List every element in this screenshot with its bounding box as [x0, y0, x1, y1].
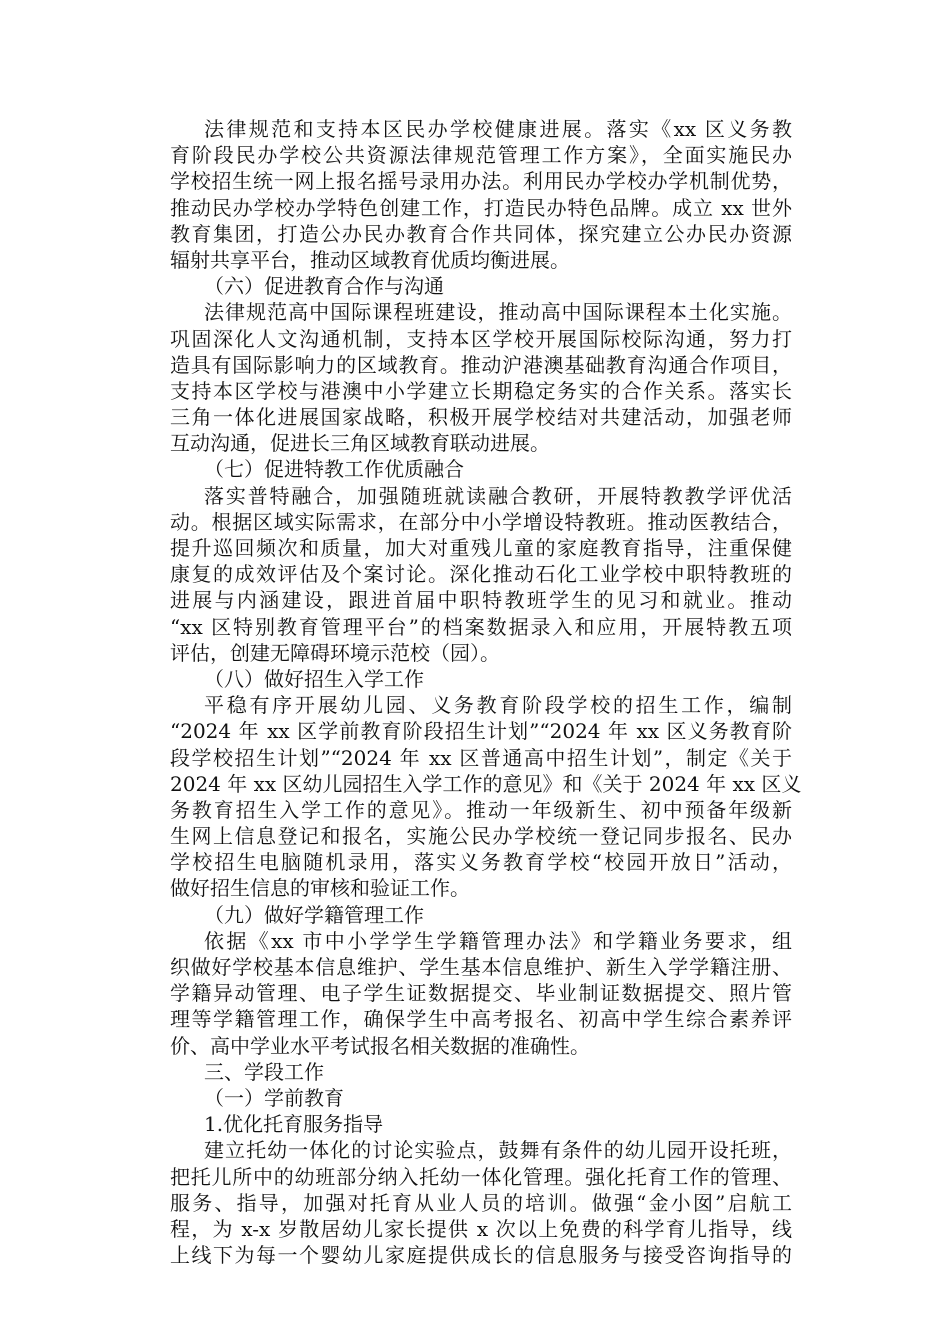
body-text-line: 理等学籍管理工作，确保学生中高考报名、初高中学生综合素养评	[170, 1007, 792, 1032]
section-heading: 1.优化托育服务指导	[204, 1112, 384, 1137]
body-text-line: 康复的成效评估及个案讨论。深化推动石化工业学校中职特教班的	[170, 562, 792, 587]
paragraph-first-line: 法律规范和支持本区民办学校健康进展。落实《xx 区义务教	[204, 117, 792, 141]
paragraph-first-line: 建立托幼一体化的讨论实验点，鼓舞有条件的幼儿园开设托班，	[204, 1138, 792, 1163]
body-text-line: 提升巡回频次和质量，加大对重残儿童的家庭教育指导，注重保健	[170, 536, 792, 560]
body-text-line: 织做好学校基本信息维护、学生基本信息维护、新生入学学籍注册、	[170, 955, 792, 979]
section-heading: 三、学段工作	[204, 1059, 324, 1084]
body-text-line: 程，为 x-x 岁散居幼儿家长提供 x 次以上免费的科学育儿指导，线	[170, 1216, 792, 1241]
paragraph-first-line: 落实普特融合，加强随班就读融合教研，开展特教教学评优活	[204, 483, 792, 508]
body-text-line: 育阶段民办学校公共资源法律规范管理工作方案》，全面实施民办	[170, 143, 792, 168]
body-text-line: 上线下为每一个婴幼儿家庭提供成长的信息服务与接受咨询指导的	[170, 1243, 792, 1268]
section-heading: （七）促进特教工作优质融合	[204, 457, 464, 482]
body-text-line: 学籍异动管理、电子学生证数据提交、毕业制证数据提交、照片管	[170, 981, 792, 1006]
section-heading: （六）促进教育合作与沟通	[204, 274, 444, 299]
body-text-line: 推动民办学校办学特色创建工作，打造民办特色品牌。成立 xx 世外	[170, 195, 792, 220]
body-text-line: 造具有国际影响力的区域教育。推动沪港澳基础教育沟通合作项目，	[170, 352, 792, 377]
body-text-line: 段学校招生计划”“2024 年 xx 区普通高中招生计划”，制定《关于	[170, 745, 792, 770]
body-text-line: 生网上信息登记和报名，实施公民办学校统一登记同步报名、民办	[170, 824, 792, 849]
body-text-line: 三角一体化进展国家战略，积极开展学校结对共建活动，加强老师	[170, 405, 792, 430]
paragraph-last-line: 价、高中学业水平考试报名相关数据的准确性。	[170, 1033, 590, 1058]
body-text-line: 巩固深化人文沟通机制，支持本区学校开展国际校际沟通，努力打	[170, 326, 792, 351]
body-text-line: 学校招生电脑随机录用，落实义务教育学校“校园开放日”活动，	[170, 850, 792, 875]
paragraph-last-line: 互动沟通，促进长三角区域教育联动进展。	[170, 431, 550, 456]
body-text-line: 学校招生统一网上报名摇号录用办法。利用民办学校办学机制优势，	[170, 169, 792, 194]
document-body	[170, 116, 802, 1268]
body-text-line: 动。根据区域实际需求，在部分中小学增设特教班。推动医教结合，	[170, 509, 792, 534]
section-heading: （九）做好学籍管理工作	[204, 902, 424, 927]
paragraph-first-line: 法律规范高中国际课程班建设，推动高中国际课程本土化实施。	[204, 300, 792, 325]
body-text-line: “2024 年 xx 区学前教育阶段招生计划”“2024 年 xx 区义务教育阶	[170, 719, 792, 744]
body-text-line: 把托儿所中的幼班部分纳入托幼一体化管理。强化托育工作的管理、	[170, 1164, 792, 1189]
paragraph-last-line: 评估，创建无障碍环境示范校（园）。	[170, 640, 500, 665]
body-text-line: “xx 区特别教育管理平台”的档案数据录入和应用，开展特教五项	[170, 614, 792, 639]
body-text-line: 进展与内涵建设，跟进首届中职特教班学生的见习和就业。推动	[170, 588, 792, 613]
body-text-line: 务教育招生入学工作的意见》。推动一年级新生、初中预备年级新	[170, 797, 792, 822]
body-text-line: 支持本区学校与港澳中小学建立长期稳定务实的合作关系。落实长	[170, 378, 792, 403]
paragraph-last-line: 做好招生信息的审核和验证工作。	[170, 876, 470, 901]
body-text-line: 2024 年 xx 区幼儿园招生入学工作的意见》和《关于 2024 年 xx 区义	[170, 771, 802, 796]
paragraph-last-line: 辐射共享平台，推动区域教育优质均衡进展。	[170, 247, 570, 272]
paragraph-first-line: 平稳有序开展幼儿园、义务教育阶段学校的招生工作，编制	[204, 693, 792, 718]
body-text-line: 教育集团，打造公办民办教育合作共同体，探究建立公办民办资源	[170, 221, 792, 246]
paragraph-first-line: 依据《xx 市中小学学生学籍管理办法》和学籍业务要求，组	[204, 928, 792, 953]
body-text-line: 服务、指导，加强对托育从业人员的培训。做强“金小囡”启航工	[170, 1190, 792, 1215]
section-heading: （一）学前教育	[204, 1085, 344, 1110]
section-heading: （八）做好招生入学工作	[204, 666, 424, 691]
